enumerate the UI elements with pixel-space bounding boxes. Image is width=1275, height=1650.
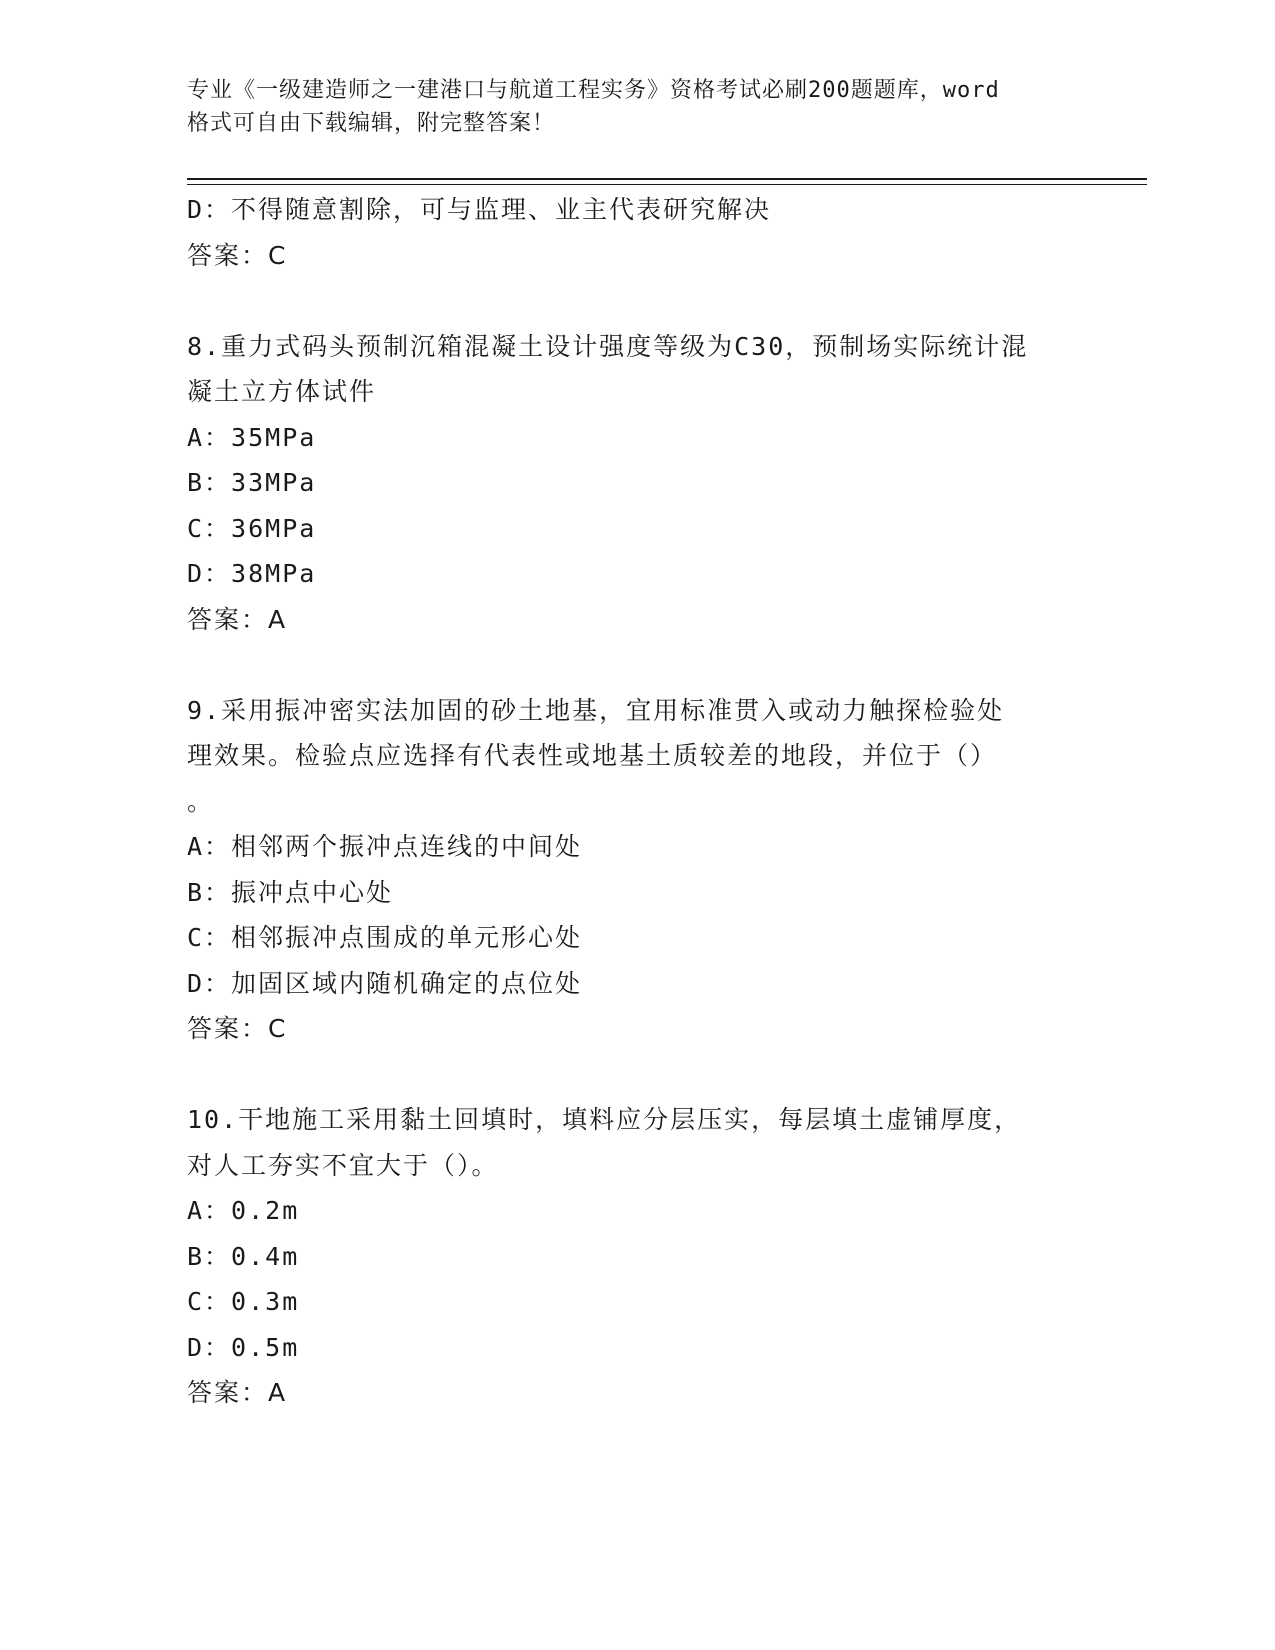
option-a: A：35MPa xyxy=(187,422,317,452)
option-a: A：相邻两个振冲点连线的中间处 xyxy=(187,832,583,861)
option-a: A：0.2m xyxy=(187,1196,300,1225)
question-9 xyxy=(187,688,1087,1052)
question-text-line-2: 凝土立方体试件 xyxy=(187,377,377,406)
answer-line: 答案：A xyxy=(187,1378,288,1407)
question-10 xyxy=(187,1097,1087,1416)
question-8 xyxy=(187,324,1087,643)
option-d: D：不得随意割除，可与监理、业主代表研究解决 xyxy=(187,195,772,224)
document-header xyxy=(187,74,1087,140)
option-d: D：0.5m xyxy=(187,1332,300,1362)
option-d: D：38MPa xyxy=(187,559,317,588)
option-b: B：33MPa xyxy=(187,468,317,497)
option-c: C：0.3m xyxy=(187,1287,300,1316)
question-text-line-2: 理效果。检验点应选择有代表性或地基土质较差的地段，并位于（） xyxy=(187,741,998,770)
spacer xyxy=(187,278,1087,324)
spacer xyxy=(187,642,1087,688)
option-b: B：振冲点中心处 xyxy=(187,877,394,907)
header-line-2: 格式可自由下载编辑，附完整答案！ xyxy=(187,111,556,136)
header-rule-thin xyxy=(187,184,1147,185)
option-c: C：相邻振冲点围成的单元形心处 xyxy=(187,923,583,952)
option-b: B：0.4m xyxy=(187,1241,300,1271)
header-line-1: 专业《一级建造师之一建港口与航道工程实务》资格考试必刷200题题库，word xyxy=(187,78,1000,103)
question-text-line-1: 8.重力式码头预制沉箱混凝土设计强度等级为C30，预制场实际统计混 xyxy=(187,331,1029,361)
spacer xyxy=(187,1052,1087,1098)
question-text-line-2: 对人工夯实不宜大于（）。 xyxy=(187,1150,499,1180)
question-text-line-1: 10.干地施工采用黏土回填时，填料应分层压实，每层填土虚铺厚度， xyxy=(187,1105,1022,1134)
previous-question-tail xyxy=(187,187,1087,278)
option-d: D：加固区域内随机确定的点位处 xyxy=(187,968,583,998)
option-c: C：36MPa xyxy=(187,513,317,543)
answer-line: 答案：A xyxy=(187,604,288,634)
answer-line: 答案：C xyxy=(187,240,288,270)
question-list xyxy=(187,187,1087,1416)
question-text-line-1: 9.采用振冲密实法加固的砂土地基，宜用标准贯入或动力触探检验处 xyxy=(187,695,1005,725)
question-text-line-3: 。 xyxy=(187,786,215,816)
header-rule-thick xyxy=(187,178,1147,180)
answer-line: 答案：C xyxy=(187,1014,288,1043)
